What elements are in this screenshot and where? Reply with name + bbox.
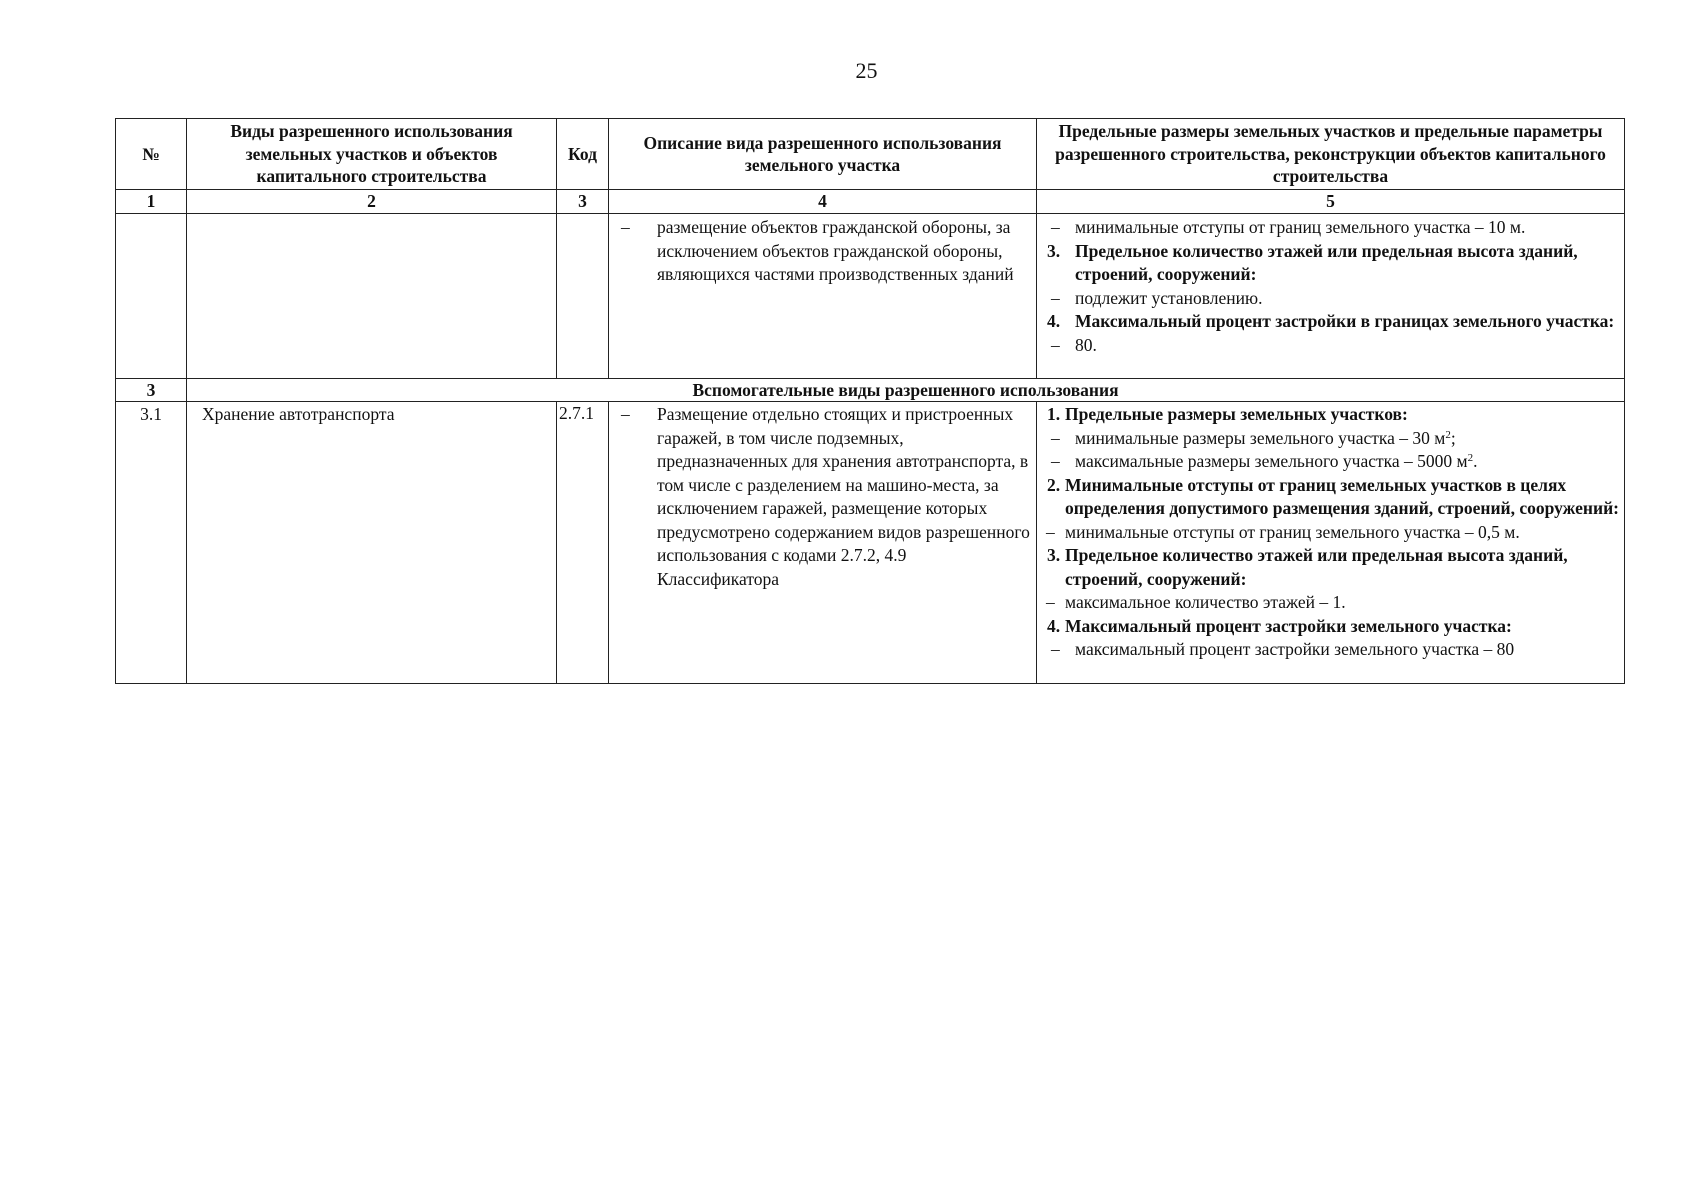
header-parameters: Предельные размеры земельных участков и предельные параметры разрешенного строительства, реконструкции объектов капитального строительства	[1037, 119, 1625, 190]
heading-number: 3.	[1047, 545, 1061, 565]
list-item-text: минимальные отступы от границ земельного участка – 0,5 м.	[1065, 521, 1520, 542]
dash-marker: –	[621, 217, 630, 237]
list-item	[1043, 521, 1622, 545]
parameter-heading	[1043, 615, 1622, 639]
dash-marker: –	[621, 404, 630, 424]
list-item	[1043, 216, 1622, 240]
dash-marker: –	[1046, 592, 1055, 612]
parameter-heading	[1043, 310, 1622, 334]
dash-marker: –	[1051, 334, 1060, 355]
list-item-text: размещение объектов гражданской обороны, за исключением объектов гражданской обороны, являющихся частями производственных зданий	[657, 217, 1014, 284]
heading-text: Минимальные отступы от границ земельных участков в целях определения допустимого размещения зданий, строений, сооружений:	[1065, 474, 1619, 518]
cell-parameters	[1037, 214, 1625, 379]
heading-number: 4.	[1047, 311, 1061, 331]
heading-text: Предельное количество этажей или предельная высота зданий, строений, сооружений:	[1075, 240, 1578, 284]
heading-number: 2.	[1047, 474, 1061, 495]
column-number: 4	[609, 190, 1037, 214]
column-number: 2	[187, 190, 557, 214]
superscript: 2	[1467, 452, 1474, 464]
dash-marker: –	[1051, 287, 1060, 308]
continuation-row	[116, 214, 1625, 379]
parameter-heading	[1043, 474, 1622, 521]
dash-marker: –	[1046, 521, 1055, 542]
parameters-list	[1043, 638, 1622, 662]
list-item	[613, 216, 1032, 287]
parameters-list	[1043, 334, 1622, 358]
land-use-code: 2.7.1	[557, 402, 609, 684]
land-use-table	[115, 118, 1625, 684]
cell-description	[609, 214, 1037, 379]
list-item-text: минимальные размеры земельного участка – 30 м	[1075, 427, 1446, 448]
heading-number: 3.	[1047, 240, 1061, 261]
row-number: 3.1	[116, 402, 187, 684]
column-number: 1	[116, 190, 187, 214]
list-item-end: ;	[1450, 427, 1456, 448]
header-land-use-types: Виды разрешенного использования земельных участков и объектов капитального строительства	[187, 119, 557, 190]
heading-number: 4.	[1047, 615, 1061, 636]
column-number: 5	[1037, 190, 1625, 214]
superscript: 2	[1445, 428, 1451, 441]
list-item	[613, 403, 1032, 591]
list-item-text: максимальное количество этажей – 1.	[1065, 592, 1346, 612]
heading-text: Предельные размеры земельных участков:	[1065, 404, 1408, 424]
cell-description	[609, 402, 1037, 684]
parameters-list	[1043, 287, 1622, 311]
dash-marker: –	[1051, 217, 1060, 237]
cell-code	[557, 214, 609, 379]
parameters-list	[1043, 521, 1622, 545]
list-item	[1043, 591, 1622, 615]
list-item-end: .	[1473, 451, 1478, 471]
header-number: №	[116, 119, 187, 190]
list-item	[1043, 334, 1622, 358]
description-list	[613, 403, 1032, 591]
list-item-text: максимальные размеры земельного участка – 5000 м	[1075, 451, 1468, 471]
list-item-text: 80.	[1075, 334, 1097, 355]
list-item	[1043, 287, 1622, 311]
list-item-text: минимальные отступы от границ земельного участка – 10 м.	[1075, 217, 1526, 237]
dash-marker: –	[1051, 451, 1060, 471]
parameters-list	[1043, 216, 1622, 240]
header-code: Код	[557, 119, 609, 190]
list-item-text: подлежит установлению.	[1075, 287, 1263, 308]
header-description: Описание вида разрешенного использования земельного участка	[609, 119, 1037, 190]
heading-text: Максимальный процент застройки земельного участка:	[1065, 615, 1512, 636]
heading-text: Предельное количество этажей или предельная высота зданий, строений, сооружений:	[1065, 545, 1568, 589]
section-number: 3	[116, 379, 187, 402]
list-item	[1043, 638, 1622, 662]
parameter-heading	[1043, 240, 1622, 287]
section-row	[116, 379, 1625, 402]
table-header-row	[116, 119, 1625, 190]
parameter-heading	[1043, 544, 1622, 591]
land-use-name: Хранение автотранспорта	[187, 402, 557, 684]
dash-marker: –	[1051, 427, 1060, 448]
parameter-heading	[1043, 403, 1622, 427]
cell-land-use-name	[187, 214, 557, 379]
list-item	[1043, 450, 1622, 474]
parameters-list	[1043, 591, 1622, 615]
heading-number: 1.	[1047, 404, 1061, 424]
heading-text: Максимальный процент застройки в границах земельного участка:	[1075, 311, 1615, 331]
parameters-list	[1043, 427, 1622, 474]
cell-number	[116, 214, 187, 379]
dash-marker: –	[1051, 639, 1060, 659]
list-item-text: максимальный процент застройки земельного участка – 80	[1075, 639, 1515, 659]
description-list	[613, 216, 1032, 287]
section-title: Вспомогательные виды разрешенного использования	[187, 379, 1625, 402]
column-number: 3	[557, 190, 609, 214]
cell-parameters	[1037, 402, 1625, 684]
list-item-text: Размещение отдельно стоящих и пристроенных гаражей, в том числе подземных, предназначенных для хранения автотранспорта, в том числе с разделением на машино-места, за исключением гаражей, размещение которых предусмотрено содержанием видов разрешенного использования с кодами 2.7.2, 4.9 Классификатора	[657, 404, 1030, 589]
page-number: 25	[855, 58, 878, 83]
table-row	[116, 402, 1625, 684]
column-number-row	[116, 190, 1625, 214]
list-item	[1043, 427, 1622, 451]
